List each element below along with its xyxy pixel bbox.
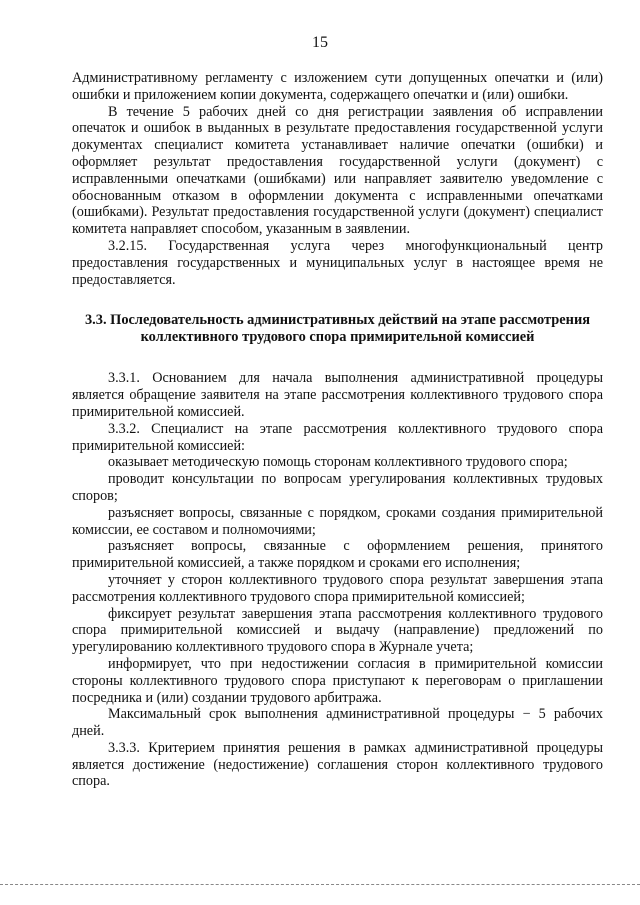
section-title	[72, 312, 603, 346]
list-item-consultations: проводит консультации по вопросам урегулирования коллективных трудовых споров;	[72, 471, 603, 504]
list-item-clarifies-result: уточняет у сторон коллективного трудового спора результат завершения этапа рассмотрения коллективного трудового спора примирительной комиссией;	[72, 571, 603, 605]
list-item-methodical-help: оказывает методическую помощь сторонам коллективного трудового спора;	[108, 454, 568, 471]
page-number: 15	[312, 34, 328, 51]
scan-edge-line	[0, 884, 640, 885]
paragraph-3-2-15: 3.2.15. Государственная услуга через многофункциональный центр предоставления государственных и муниципальных услуг в настоящее время не предоставляется.	[72, 237, 603, 288]
list-item-informs: информирует, что при недостижении согласия в примирительной комиссии стороны коллективного трудового спора приступают к переговорам о приглашении посредника и (или) создании трудового арбитража.	[72, 655, 603, 706]
document-body	[72, 70, 603, 790]
paragraph-correction-deadline: В течение 5 рабочих дней со дня регистрации заявления об исправлении опечаток и ошибок в выданных в результате предоставления государственной услуги документах специалист комитета устанавливает наличие опечатки (ошибки) и оформляет результат предоставления государственной услуги (документ) с исправленными опечатками (ошибками) или направляет заявителю уведомление с обоснованным отказом в оформлении документа с исправленными опечатками (ошибками). Результат предоставления государственной услуги (документ) специалист комитета направляет способом, указанным в заявлении.	[72, 103, 603, 238]
paragraph-max-duration: Максимальный срок выполнения административной процедуры − 5 рабочих дней.	[72, 706, 603, 740]
paragraph-3-3-1: 3.3.1. Основанием для начала выполнения административной процедуры является обращение заявителя на этапе рассмотрения коллективного трудового спора примирительной комиссией.	[72, 370, 603, 420]
list-item-explains-creation: разъясняет вопросы, связанные с порядком, сроками создания примирительной комиссии, ее составом и полномочиями;	[72, 504, 603, 538]
paragraph-3-3-3: 3.3.3. Критерием принятия решения в рамках административной процедуры является достижение (недостижение) соглашения сторон коллективного трудового спора.	[72, 739, 603, 790]
list-item-records-result: фиксирует результат завершения этапа рассмотрения коллективного трудового спора примирительной комиссией и выдачу (направление) предложений по урегулированию коллективного трудового спора в Журнале учета;	[72, 605, 603, 656]
section-title-line-1: 3.3. Последовательность административных действий на этапе рассмотрения	[84, 312, 591, 329]
paragraph-3-3-2: 3.3.2. Специалист на этапе рассмотрения коллективного трудового спора примирительной комиссией:	[72, 420, 603, 454]
list-item-explains-decision: разъясняет вопросы, связанные с оформлением решения, принятого примирительной комиссией, а также порядком и сроками его исполнения;	[72, 538, 603, 572]
paragraph-continuation: Административному регламенту с изложением сути допущенных опечатки и (или) ошибки и приложением копии документа, содержащего опечатки и (или) ошибки.	[72, 70, 603, 103]
section-title-line-2: коллективного трудового спора примирительной комиссией	[140, 329, 535, 346]
